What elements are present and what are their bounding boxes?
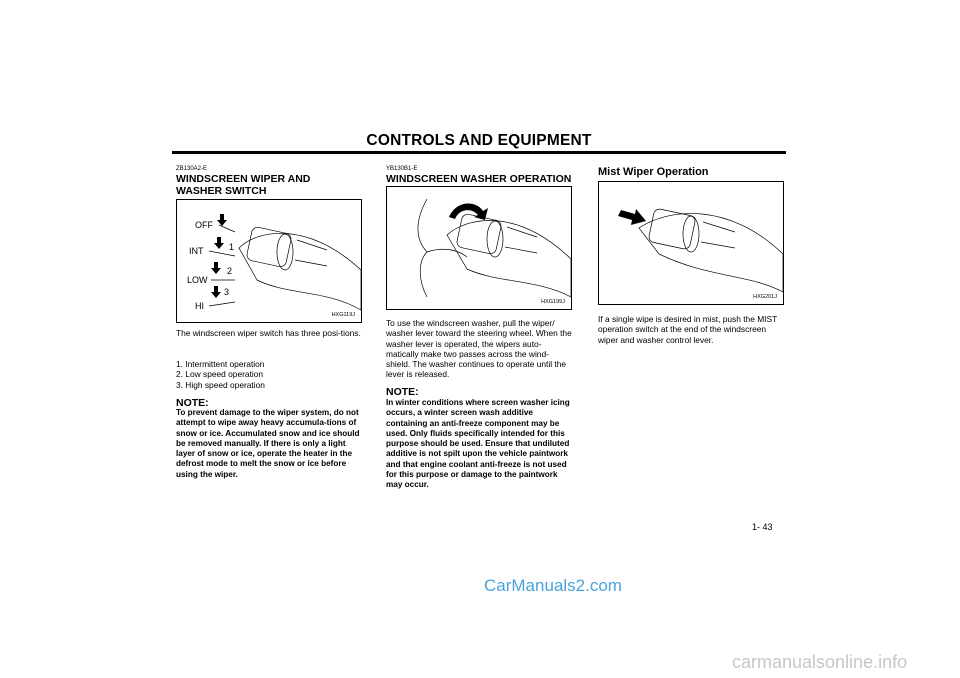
section-title-2: WINDSCREEN WASHER OPERATION xyxy=(386,173,572,185)
wiper-switch-illustration xyxy=(177,200,361,322)
note-text-2: In winter conditions where screen washer icing occurs, a winter screen wash additive containing an anti-freeze component may be used. Only fluids specifically intended for this purpose should be used. Ensure that undiluted additive is not spilt upon the vehicle paintwork and that engine coolant anti-freeze is not used for this purpose or damage to the paintwork may occur. xyxy=(386,398,570,490)
figure-washer-operation xyxy=(386,186,572,310)
wiper-mode-list xyxy=(176,359,362,390)
label-hi: HI xyxy=(195,301,204,311)
mist-wiper-text: If a single wipe is desired in mist, push the MIST operation switch at the end of the windscreen wiper and washer control lever. xyxy=(598,314,778,345)
washer-illustration xyxy=(387,187,571,309)
wiper-intro-text: The windscreen wiper switch has three posi-tions. xyxy=(176,328,361,338)
section-title-1 xyxy=(176,173,310,197)
list-item: 1. Intermittent operation xyxy=(176,359,265,369)
note-heading-1: NOTE: xyxy=(176,397,209,409)
section-title-3: Mist Wiper Operation xyxy=(598,166,709,178)
section-code-1: ZB130A2-E xyxy=(176,166,208,172)
label-off: OFF xyxy=(195,220,213,230)
figure-code-3: HXG201J xyxy=(753,294,777,300)
mist-wiper-illustration xyxy=(599,182,783,304)
label-low: LOW xyxy=(187,275,208,285)
figure-code-2: HXG199J xyxy=(541,299,565,305)
list-item: 3. High speed operation xyxy=(176,379,265,390)
figure-code-1: HXG119J xyxy=(331,312,355,318)
washer-operation-text: To use the windscreen washer, pull the wiper/ washer lever toward the steering wheel. When the washer lever is operated, the wipers auto-matically make two passes across the wind-shield. The washer continues to operate until the lever is released. xyxy=(386,318,572,380)
push-arrow-icon xyxy=(618,209,646,225)
figure-wiper-switch xyxy=(176,199,362,323)
label-3: 3 xyxy=(224,287,230,297)
header-rule xyxy=(172,151,786,154)
watermark-carmanualsonline: carmanualsonline.info xyxy=(732,652,908,672)
section-title-1-line2: WASHER SWITCH xyxy=(176,185,267,197)
label-1: 1 xyxy=(229,242,235,252)
pull-arrow-icon xyxy=(449,203,488,220)
section-title-1-line1: WINDSCREEN WIPER AND xyxy=(176,173,311,185)
section-code-2: YB130B1-E xyxy=(386,166,418,172)
figure-mist-wiper xyxy=(598,181,784,305)
note-text-1: To prevent damage to the wiper system, do not attempt to wipe away heavy accumula-tions of snow or ice. Accumulated snow and ice should be removed manually. If there is only a light layer of snow or ice, operate the heater in the defrost mode to melt the snow or ice before using the wiper. xyxy=(176,408,360,479)
note-heading-2: NOTE: xyxy=(386,386,419,398)
label-int: INT xyxy=(189,246,204,256)
label-2: 2 xyxy=(227,266,233,276)
watermark-carmanuals2: CarManuals2.com xyxy=(484,576,622,595)
list-item: 2. Low speed operation xyxy=(176,369,264,380)
page-number: 1- 43 xyxy=(752,522,773,532)
page-header-title: CONTROLS AND EQUIPMENT xyxy=(366,132,592,149)
